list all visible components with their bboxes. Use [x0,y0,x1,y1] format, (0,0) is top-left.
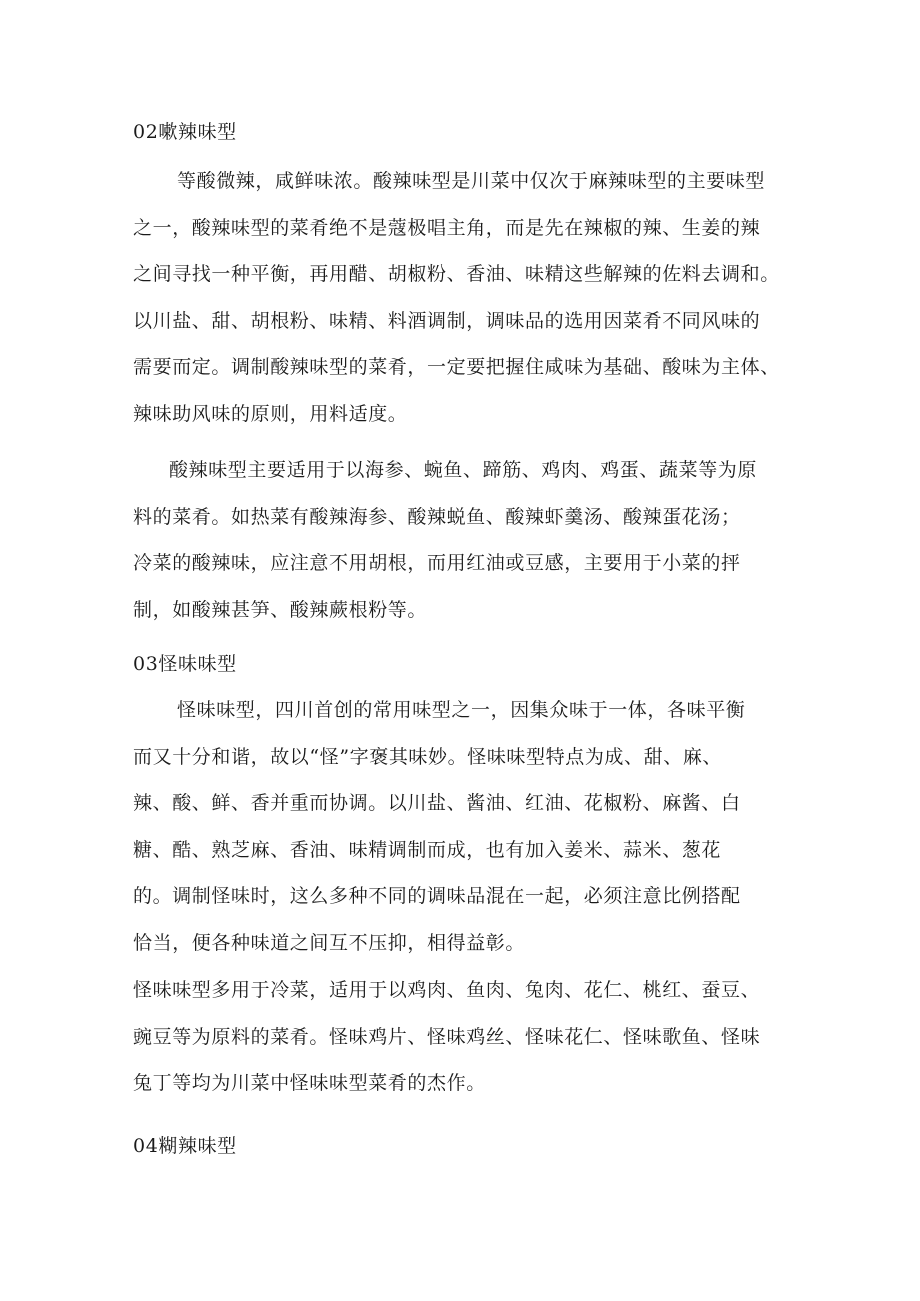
text-line: 的。调制怪味时，这么多种不同的调味品混在一起，必须注意比例搭配 [133,885,741,907]
text-line: 怪味味型，四川首创的常用味型之一，因集众味于一体，各味平衡 [177,699,746,721]
text-line: 酸辣味型主要适用于以海参、蜿鱼、蹄筋、鸡肉、鸡蛋、蔬菜等为原 [169,459,758,481]
text-line: 需要而定。调制酸辣味型的菜肴，一定要把握住咸味为基础、酸味为主体、 [133,356,780,378]
paragraph-03-1 [133,687,778,966]
text-line: 料的菜肴。如热菜有酸辣海参、酸辣蜕鱼、酸辣虾羹汤、酸辣蛋花汤； [133,505,741,528]
section-heading-03: 03怪味味型 [133,653,237,675]
text-line: 冷菜的酸辣味，应注意不用胡根，而用红油或豆感，主要用于小菜的抨 [133,552,741,574]
text-line: 之一，酸辣味型的菜肴绝不是蔻极唱主角，而是先在辣椒的辣、生姜的辣 [133,216,761,239]
paragraph-03-2 [133,967,778,1107]
text-line: 以川盐、甜、胡根粉、味精、料酒调制，调味品的选用因菜肴不同风味的 [133,309,761,332]
section-heading-02: 02嗽辣味型 [133,121,237,143]
text-line: 之间寻找一种平衡，再用醋、胡椒粉、香油、味精这些解辣的佐料去调和。 [133,263,780,285]
section-heading-04: 04糊辣味型 [133,1135,237,1157]
text-line: 兔丁等均为川菜中怪味味型菜肴的杰作。 [133,1072,486,1094]
text-line: 糖、酷、熟芝麻、香油、味精调制而成，也有加入姜米、蒜米、葱花 [133,838,722,861]
text-line: 辣味助风味的原则，用料适度。 [133,402,408,425]
text-line: 制，如酸辣甚笋、酸辣蕨根粉等。 [133,598,428,621]
text-line: 恰当，便各种味道之间互不压抑，相得益彰。 [133,931,526,954]
text-line: 等酸微辣，咸鲜味浓。酸辣味型是川菜中仅次于麻辣味型的主要味型 [177,170,766,192]
paragraph-02-1 [133,158,778,437]
text-line: 怪味味型多用于冷菜，适用于以鸡肉、鱼肉、兔肉、花仁、桃红、蚕豆、 [133,979,761,1001]
text-line: 而又十分和谐，故以“怪”字褒其味妙。怪味味型特点为成、甜、麻、 [133,745,723,768]
text-line: 辣、酸、鲜、香并重而协调。以川盐、酱油、红油、花椒粉、麻酱、白 [133,792,741,814]
text-line: 豌豆等为原料的菜肴。怪味鸡片、怪味鸡丝、怪味花仁、怪味歌鱼、怪味 [133,1025,761,1048]
paragraph-02-2 [133,447,778,633]
